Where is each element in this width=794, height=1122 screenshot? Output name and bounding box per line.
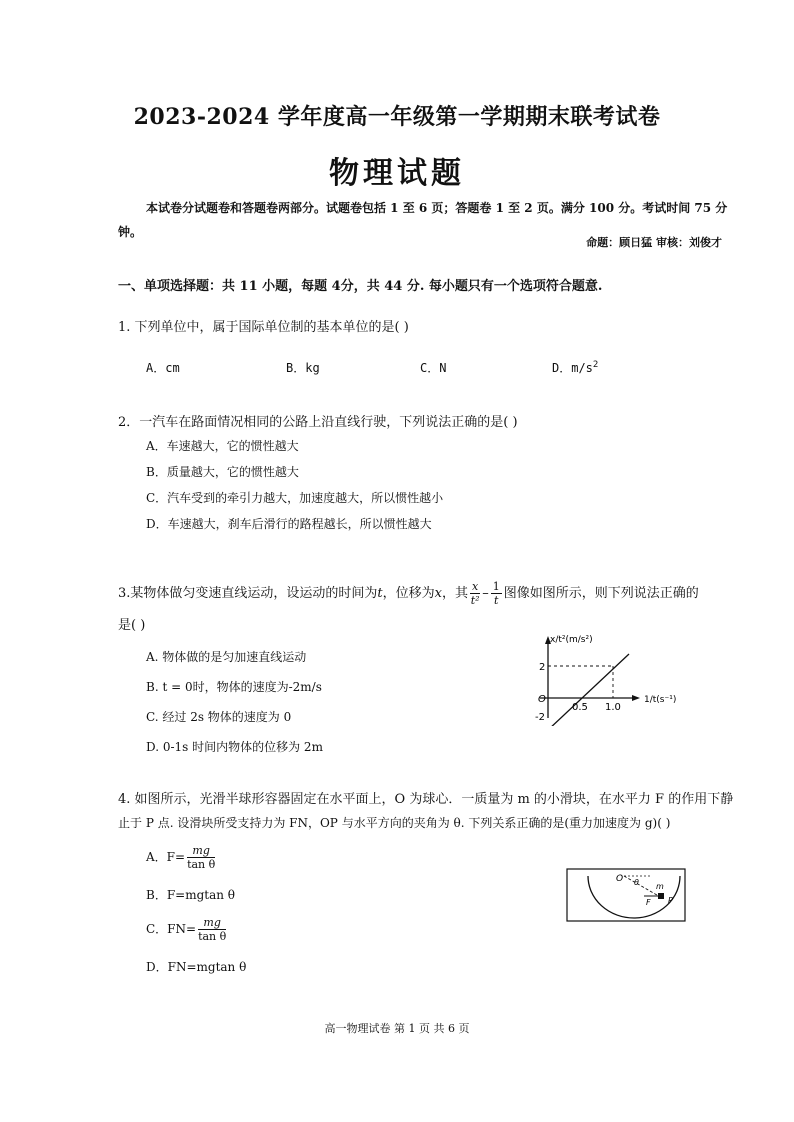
q4-option-d: D．FN=mgtan θ	[146, 960, 247, 974]
q3-option-c: C. 经过 2s 物体的速度为 0	[146, 710, 292, 724]
q3-graph-origin: O	[538, 694, 546, 705]
q3-var-x: x	[434, 586, 442, 601]
subject-title: 物理试题	[329, 156, 465, 191]
q1-option-d	[552, 359, 598, 376]
q1-option-a: A．cm	[146, 361, 180, 375]
q3-dash: –	[482, 586, 489, 601]
exam-title: 2023-2024 学年度高一年级第一学期期末联考试卷	[133, 104, 661, 130]
q3-fraction-2: $\frac{1}{t}$	[492, 580, 500, 607]
q2-option-c: C．汽车受到的牵引力越大，加速度越大，所以惯性越小	[146, 491, 444, 505]
q3-graph-x-tick-1: 0.5	[572, 702, 588, 713]
q4-label-theta: θ	[634, 878, 639, 887]
q3-option-a: A. 物体做的是匀加速直线运动	[146, 650, 307, 664]
q3-option-d: D. 0-1s 时间内物体的位移为 2m	[146, 740, 323, 754]
q3-stem-line2: 是( )	[118, 618, 146, 633]
q3-graph-y-tick-pos: 2	[539, 662, 546, 673]
q4-stem-line1: 4. 如图所示，光滑半球形容器固定在水平面上，O 为球心．一质量为 m 的小滑块，在水平力 F 的作用下静	[118, 792, 734, 807]
q3-graph-y-label: x/t²(m/s²)	[550, 635, 593, 645]
q4-stem-line2: 止于 P 点. 设滑块所受支持力为 FN，OP 与水平方向的夹角为 θ. 下列关系正确的是(重力加速度为 g)( )	[118, 816, 671, 830]
q1-option-d-sup: 2	[592, 360, 599, 370]
section-heading: 一、单项选择题：共 11 小题，每题 4分，共 44 分. 每小题只有一个选项符合题意.	[118, 279, 603, 294]
q3-var-t: t	[377, 586, 383, 601]
q4-option-c: C．FN= $\frac{mg}{\text{tan θ}}$	[146, 916, 227, 943]
q1-option-d-text: D．m/s	[552, 361, 593, 375]
q4-option-b: B．F=mgtan θ	[146, 888, 236, 902]
q4-slider-block	[658, 893, 664, 899]
q3-stem-c: ，其	[442, 586, 469, 601]
q3-graph-y-tick-neg: -2	[535, 712, 545, 723]
q2-stem: 2．一汽车在路面情况相同的公路上沿直线行驶，下列说法正确的是( )	[118, 415, 518, 430]
q3-graph-x-arrow	[632, 695, 640, 701]
q3-graph	[528, 630, 688, 726]
q2-option-a: A．车速越大，它的惯性越大	[146, 439, 299, 453]
q3-stem-d: 图像如图所示，则下列说法正确的	[503, 586, 699, 601]
q2-option-b: B．质量越大，它的惯性越大	[146, 465, 299, 479]
q4-label-p: P	[668, 896, 673, 905]
q4-label-o: O	[616, 874, 624, 884]
q3-option-b: B. t = 0时，物体的速度为-2m/s	[146, 680, 322, 694]
q3-graph-x-label: 1/t(s⁻¹)	[644, 695, 677, 705]
q2-option-d: D．车速越大，刹车后滑行的路程越长，所以惯性越大	[146, 517, 432, 531]
q4-figure	[566, 868, 686, 922]
q1-option-b: B．kg	[286, 361, 320, 375]
q4-label-f: F	[646, 898, 651, 907]
q1-stem: 1. 下列单位中，属于国际单位制的基本单位的是( )	[118, 320, 409, 335]
exam-notice: 本试卷分试题卷和答题卷两部分。试题卷包括 1 至 6 页；答题卷 1 至 2 页。满分 100 分。考试时间 75 分钟。	[118, 201, 728, 239]
q3-fraction-1: $\frac{x}{\text{t²}}$	[470, 580, 480, 607]
q3-stem-b: ，位移为	[382, 586, 435, 601]
q4-label-m: m	[656, 882, 664, 891]
q3-graph-x-tick-2: 1.0	[605, 702, 621, 713]
q3-graph-line	[548, 654, 629, 726]
q3-stem	[118, 580, 699, 607]
authors-line: 命题：顾日猛 审核：刘俊才	[586, 236, 722, 249]
q3-stem-a: 3.某物体做匀变速直线运动，设运动的时间为	[118, 586, 378, 601]
page-footer: 高一物理试卷 第 1 页 共 6 页	[324, 1022, 470, 1035]
q1-option-c: C．N	[420, 361, 447, 375]
q4-option-a: A．F= $\frac{mg}{\text{tan θ}}$	[146, 844, 216, 871]
